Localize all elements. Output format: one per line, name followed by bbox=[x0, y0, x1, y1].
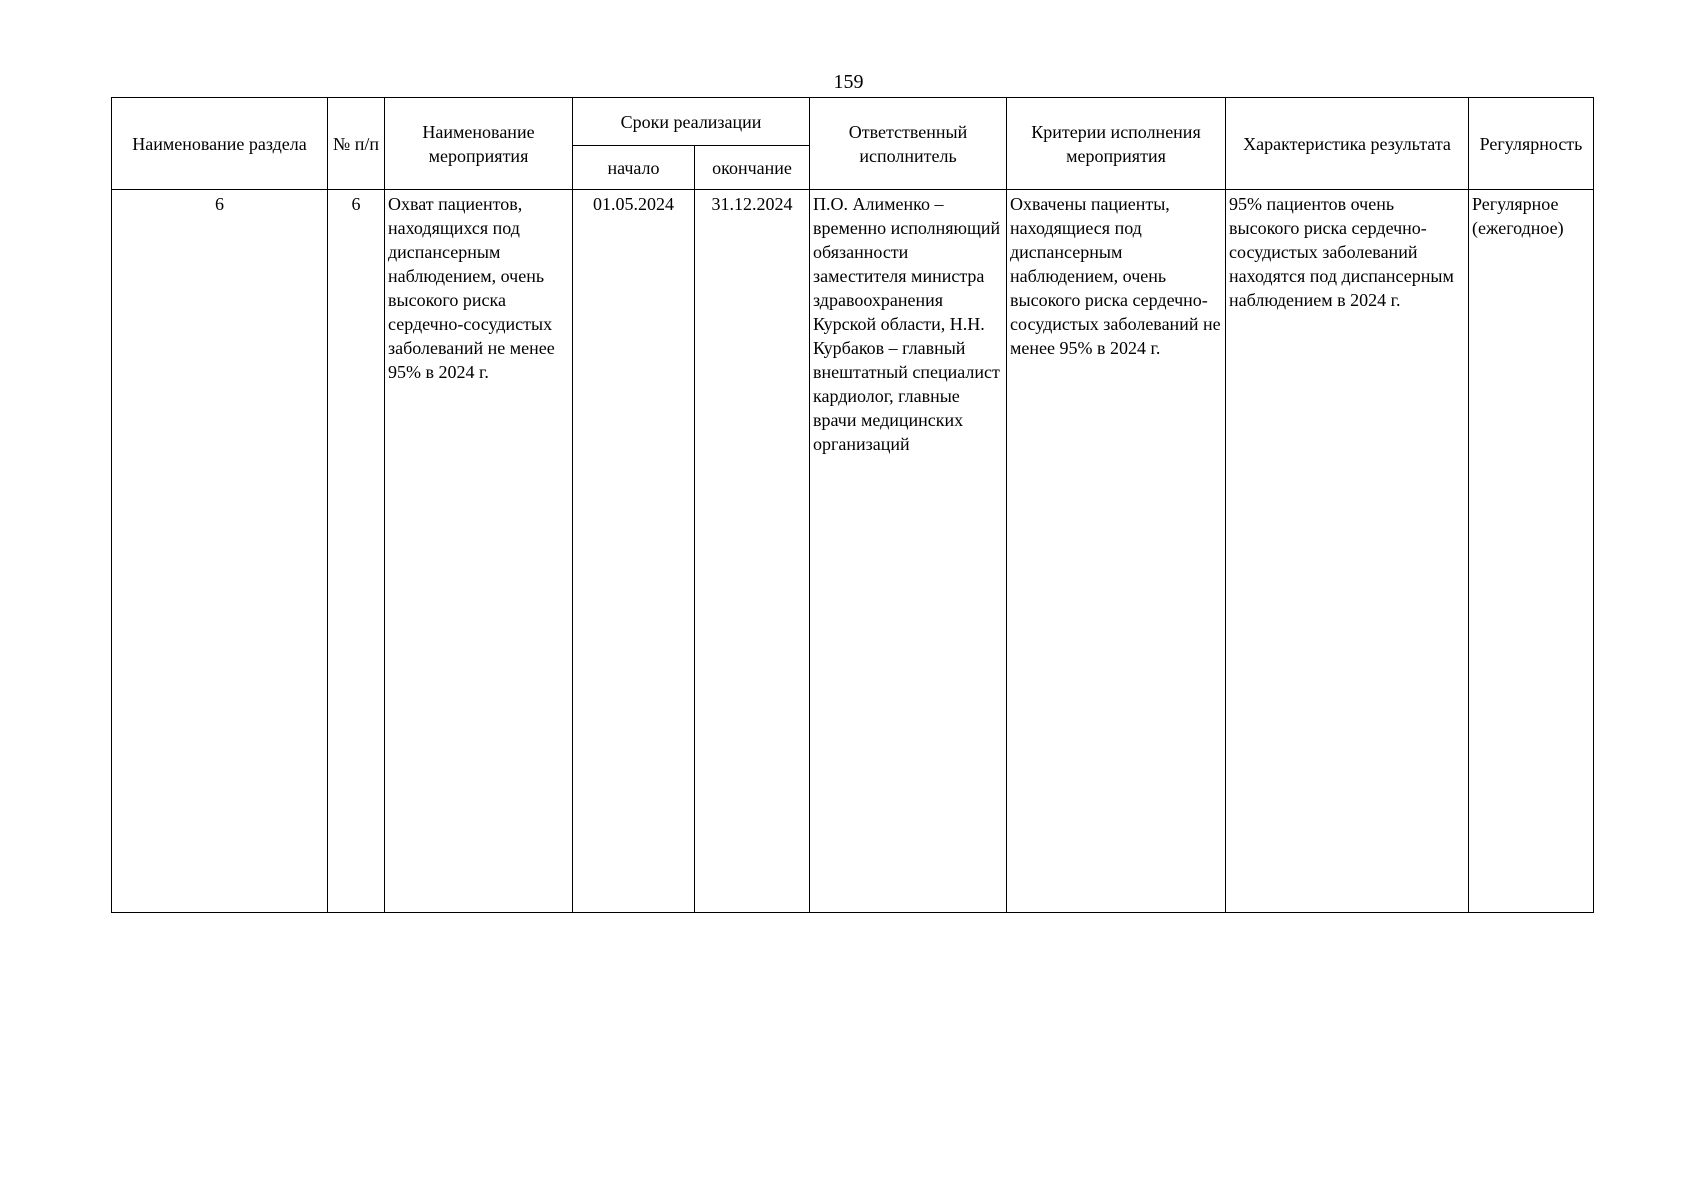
cell-regularity: Регулярное (ежегодное) bbox=[1469, 190, 1594, 913]
cell-end: 31.12.2024 bbox=[695, 190, 810, 913]
cell-event: Охват пациентов, находящихся под диспансерным наблюдением, очень высокого риска сердечно-сосудистых заболеваний не менее 95% в 2024 г. bbox=[385, 190, 573, 913]
cell-result: 95% пациентов очень высокого риска сердечно-сосудистых заболеваний находятся под диспансерным наблюдением в 2024 г. bbox=[1226, 190, 1469, 913]
header-row bbox=[112, 98, 1594, 146]
header-start: начало bbox=[573, 146, 695, 190]
cell-section: 6 bbox=[112, 190, 328, 913]
header-result: Характеристика результата bbox=[1226, 98, 1469, 190]
activities-table bbox=[111, 97, 1594, 913]
header-timeframe: Сроки реализации bbox=[573, 98, 810, 146]
page-number: 159 bbox=[833, 71, 864, 93]
cell-start: 01.05.2024 bbox=[573, 190, 695, 913]
header-criteria: Критерии исполнения мероприятия bbox=[1007, 98, 1226, 190]
table-row bbox=[112, 190, 1594, 913]
header-section-name: Наименование раздела bbox=[112, 98, 328, 190]
header-regularity: Регулярность bbox=[1469, 98, 1594, 190]
header-responsible: Ответственный исполнитель bbox=[810, 98, 1007, 190]
header-event-name: Наименование мероприятия bbox=[385, 98, 573, 190]
cell-number: 6 bbox=[328, 190, 385, 913]
cell-criteria: Охвачены пациенты, находящиеся под диспансерным наблюдением, очень высокого риска сердечно-сосудистых заболеваний не менее 95% в 2024 г. bbox=[1007, 190, 1226, 913]
cell-responsible: П.О. Алименко – временно исполняющий обязанности заместителя министра здравоохранения Курской области, Н.Н. Курбаков – главный внештатный специалист кардиолог, главные врачи медицинских организаций bbox=[810, 190, 1007, 913]
header-end: окончание bbox=[695, 146, 810, 190]
header-number: № п/п bbox=[328, 98, 385, 190]
